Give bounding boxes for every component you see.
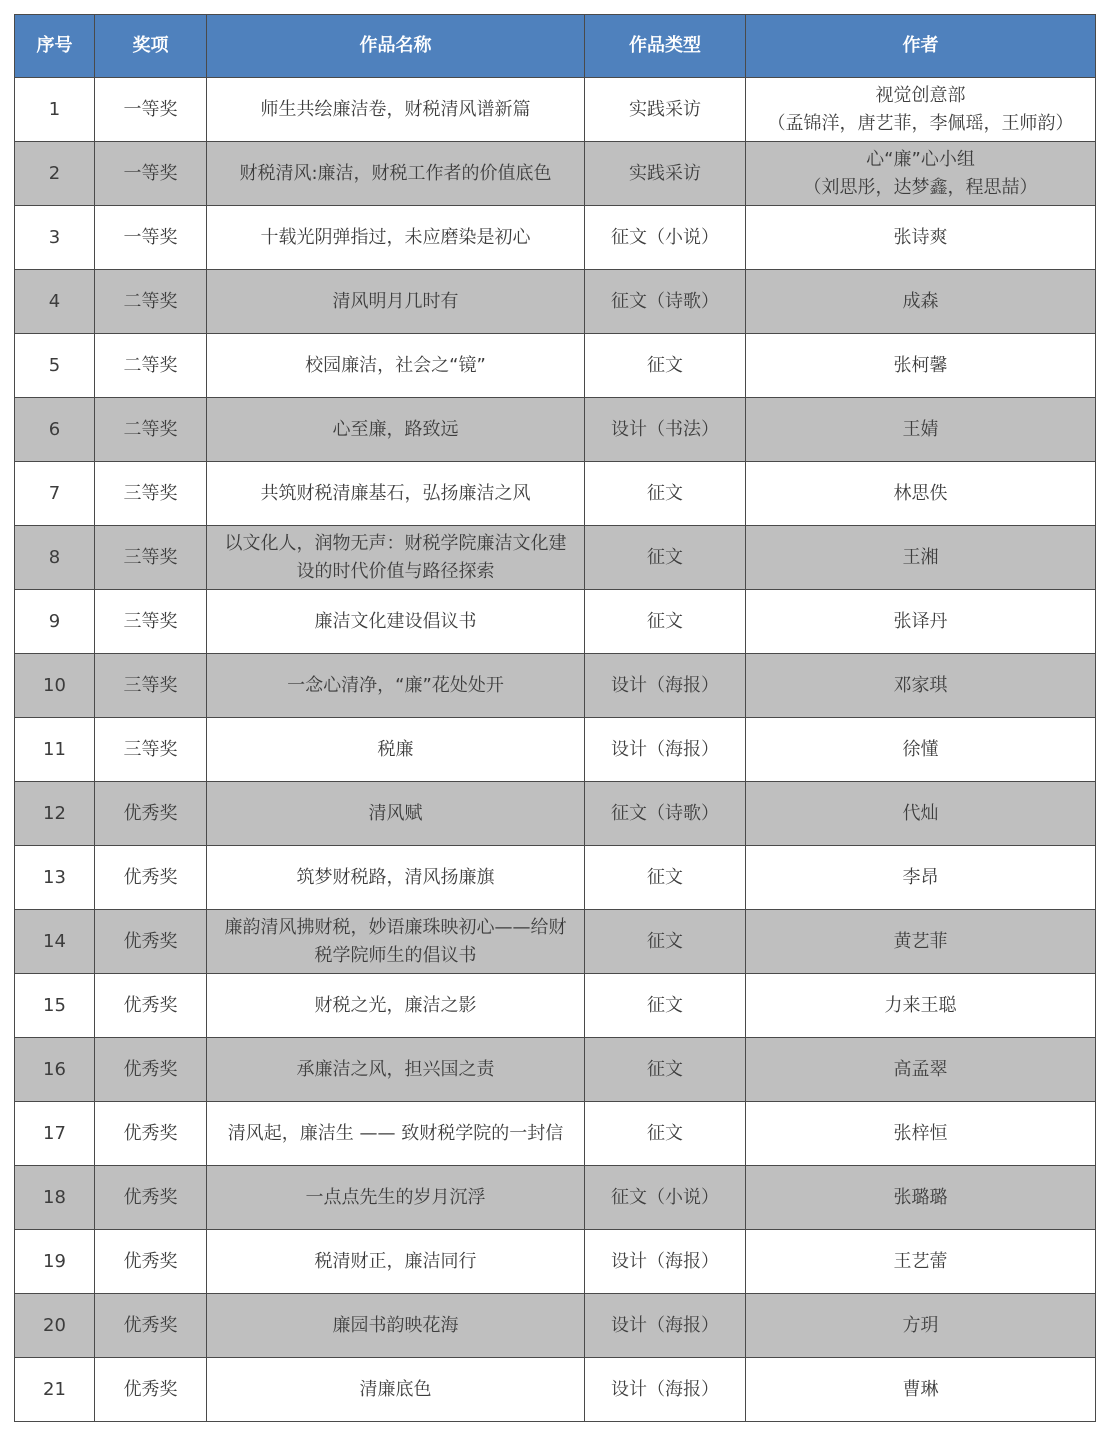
cell-author	[746, 1102, 1096, 1166]
cell-title-text: 廉韵清风拂财税，妙语廉珠映初心——给财	[224, 916, 567, 938]
table-row	[15, 334, 1096, 398]
cell-author	[746, 206, 1096, 270]
cell-award	[95, 142, 207, 206]
cell-award	[95, 462, 207, 526]
cell-title-text: 一念心清净，“廉”花处处开	[287, 674, 504, 696]
cell-title-text: 承廉洁之风，担兴国之责	[296, 1058, 495, 1080]
cell-title	[207, 718, 585, 782]
cell-author	[746, 1358, 1096, 1422]
table-row	[15, 1230, 1096, 1294]
awards-table	[14, 14, 1096, 1422]
cell-award-text: 优秀奖	[123, 866, 178, 888]
cell-award-text: 优秀奖	[123, 994, 178, 1016]
cell-type	[585, 654, 746, 718]
table-row	[15, 654, 1096, 718]
cell-award-text: 三等奖	[123, 738, 178, 760]
cell-type	[585, 334, 746, 398]
cell-type	[585, 1294, 746, 1358]
cell-author	[746, 1230, 1096, 1294]
cell-author-text: 力来王聪	[884, 994, 957, 1016]
cell-no-text: 12	[43, 802, 66, 824]
cell-title	[207, 1230, 585, 1294]
cell-award	[95, 590, 207, 654]
cell-no	[15, 718, 95, 782]
cell-no-text: 17	[43, 1122, 66, 1144]
cell-author	[746, 1294, 1096, 1358]
cell-type-text: 设计（海报）	[611, 738, 719, 760]
cell-award	[95, 782, 207, 846]
cell-no-text: 5	[48, 354, 61, 376]
table-header	[15, 15, 1096, 78]
cell-award	[95, 1038, 207, 1102]
cell-author	[746, 398, 1096, 462]
cell-type-text: 设计（海报）	[611, 674, 719, 696]
header-type: 作品类型	[585, 15, 746, 78]
cell-type-text: 征文	[647, 1122, 683, 1144]
cell-award-text: 一等奖	[123, 98, 178, 120]
cell-type-text: 征文	[647, 994, 683, 1016]
cell-author-text: 视觉创意部	[875, 84, 966, 106]
cell-author	[746, 590, 1096, 654]
cell-title	[207, 1038, 585, 1102]
cell-title	[207, 974, 585, 1038]
cell-title-text: 心至廉，路致远	[332, 418, 459, 440]
cell-award-text: 优秀奖	[123, 930, 178, 952]
cell-author-text: 成森	[902, 290, 939, 312]
cell-title-text: 一点点先生的岁月沉浮	[305, 1186, 486, 1208]
cell-no	[15, 590, 95, 654]
cell-title	[207, 462, 585, 526]
cell-author-text: 张诗爽	[893, 226, 948, 248]
table-row	[15, 206, 1096, 270]
cell-title	[207, 398, 585, 462]
cell-no	[15, 1294, 95, 1358]
cell-no	[15, 974, 95, 1038]
cell-award-text: 二等奖	[123, 354, 178, 376]
cell-type	[585, 718, 746, 782]
table-row	[15, 846, 1096, 910]
table-row	[15, 718, 1096, 782]
cell-award-text: 三等奖	[123, 482, 178, 504]
cell-no	[15, 334, 95, 398]
cell-title	[207, 590, 585, 654]
cell-type-text: 征文	[647, 866, 683, 888]
cell-no-text: 3	[48, 226, 61, 248]
cell-award	[95, 270, 207, 334]
cell-author	[746, 270, 1096, 334]
cell-author	[746, 782, 1096, 846]
cell-author	[746, 1038, 1096, 1102]
cell-award	[95, 206, 207, 270]
cell-award-text: 优秀奖	[123, 1250, 178, 1272]
cell-author-text: 林思佚	[893, 482, 948, 504]
cell-no	[15, 462, 95, 526]
cell-title	[207, 910, 585, 974]
cell-type	[585, 398, 746, 462]
cell-no	[15, 78, 95, 142]
cell-award	[95, 1230, 207, 1294]
cell-title	[207, 1358, 585, 1422]
cell-award	[95, 974, 207, 1038]
cell-type	[585, 1038, 746, 1102]
cell-author	[746, 910, 1096, 974]
cell-title-text: 税廉	[377, 738, 414, 760]
cell-type	[585, 78, 746, 142]
header-author: 作者	[746, 15, 1096, 78]
cell-title	[207, 782, 585, 846]
cell-no-text: 14	[43, 930, 66, 952]
cell-award-text: 一等奖	[123, 226, 178, 248]
cell-no-text: 6	[48, 418, 61, 440]
cell-award-text: 一等奖	[123, 162, 178, 184]
cell-title-text: 清风赋	[368, 802, 423, 824]
cell-title	[207, 1294, 585, 1358]
cell-award	[95, 718, 207, 782]
cell-no-text: 7	[48, 482, 61, 504]
header-title: 作品名称	[207, 15, 585, 78]
cell-award	[95, 398, 207, 462]
table-row	[15, 270, 1096, 334]
cell-author-text: 高孟翠	[893, 1058, 948, 1080]
cell-no	[15, 142, 95, 206]
table-row	[15, 590, 1096, 654]
cell-no	[15, 654, 95, 718]
cell-no-text: 2	[48, 162, 61, 184]
awards-table-container	[14, 14, 1095, 1422]
table-row	[15, 1102, 1096, 1166]
cell-no-text: 20	[43, 1314, 66, 1336]
cell-author-text: 心“廉”心小组	[866, 148, 975, 170]
cell-award-text: 优秀奖	[123, 1314, 178, 1336]
cell-title-text: 共筑财税清廉基石，弘扬廉洁之风	[260, 482, 531, 504]
cell-title	[207, 78, 585, 142]
cell-title-text: 廉洁文化建设倡议书	[314, 610, 477, 632]
cell-title	[207, 654, 585, 718]
cell-award-text: 三等奖	[123, 546, 178, 568]
cell-no-text: 13	[43, 866, 66, 888]
cell-no	[15, 1358, 95, 1422]
cell-award	[95, 78, 207, 142]
cell-no	[15, 526, 95, 590]
cell-no	[15, 1166, 95, 1230]
cell-title-text: 以文化人，润物无声：财税学院廉洁文化建	[224, 532, 567, 554]
cell-type	[585, 590, 746, 654]
cell-title-text: 校园廉洁，社会之“镜”	[305, 354, 486, 376]
cell-award-text: 优秀奖	[123, 802, 178, 824]
cell-author-text: （孟锦洋，唐艺菲，李佩瑶，王师韵）	[767, 112, 1074, 134]
cell-author-text: 张译丹	[893, 610, 948, 632]
cell-type-text: 征文	[647, 1058, 683, 1080]
cell-author	[746, 78, 1096, 142]
cell-type-text: 设计（海报）	[611, 1378, 719, 1400]
cell-type	[585, 270, 746, 334]
table-row	[15, 462, 1096, 526]
cell-title	[207, 206, 585, 270]
cell-author-text: 代灿	[902, 802, 939, 824]
cell-no	[15, 206, 95, 270]
cell-author	[746, 846, 1096, 910]
cell-title-text: 廉园书韵映花海	[332, 1314, 459, 1336]
cell-type-text: 征文	[647, 482, 683, 504]
cell-type-text: 实践采访	[629, 98, 701, 120]
cell-no-text: 21	[43, 1378, 66, 1400]
cell-award-text: 三等奖	[123, 610, 178, 632]
cell-title	[207, 526, 585, 590]
cell-no	[15, 1038, 95, 1102]
cell-title-text: 师生共绘廉洁卷，财税清风谱新篇	[260, 98, 531, 120]
cell-title-text: 十载光阴弹指过，未应磨染是初心	[260, 226, 531, 248]
table-row	[15, 1294, 1096, 1358]
cell-title-text: 清风起，廉洁生 —— 致财税学院的一封信	[227, 1122, 564, 1144]
header-no: 序号	[15, 15, 95, 78]
table-row	[15, 910, 1096, 974]
table-row	[15, 1166, 1096, 1230]
cell-author-text: 王湘	[902, 546, 939, 568]
cell-no	[15, 782, 95, 846]
cell-type	[585, 1102, 746, 1166]
cell-title-text: 财税清风:廉洁，财税工作者的价值底色	[239, 162, 552, 184]
cell-award	[95, 846, 207, 910]
cell-title-text: 税学院师生的倡议书	[314, 944, 477, 966]
cell-no	[15, 270, 95, 334]
cell-author	[746, 462, 1096, 526]
cell-title-text: 税清财正，廉洁同行	[314, 1250, 477, 1272]
cell-author-text: 王艺蕾	[893, 1250, 948, 1272]
cell-title	[207, 1166, 585, 1230]
cell-award	[95, 910, 207, 974]
cell-type-text: 设计（海报）	[611, 1250, 719, 1272]
cell-no	[15, 1230, 95, 1294]
cell-award	[95, 526, 207, 590]
cell-type	[585, 782, 746, 846]
cell-type-text: 征文（诗歌）	[611, 802, 719, 824]
table-body	[15, 78, 1096, 1422]
cell-type-text: 征文	[647, 930, 683, 952]
cell-title-text: 设的时代价值与路径探索	[296, 560, 495, 582]
cell-type	[585, 1166, 746, 1230]
cell-author-text: 邓家琪	[893, 674, 948, 696]
cell-title	[207, 1102, 585, 1166]
cell-author-text: 张柯馨	[893, 354, 948, 376]
cell-type-text: 征文（小说）	[611, 226, 719, 248]
cell-title-text: 财税之光，廉洁之影	[314, 994, 477, 1016]
cell-no-text: 16	[43, 1058, 66, 1080]
cell-no-text: 9	[48, 610, 61, 632]
table-row	[15, 526, 1096, 590]
cell-award	[95, 1102, 207, 1166]
cell-award-text: 三等奖	[123, 674, 178, 696]
table-row	[15, 1038, 1096, 1102]
cell-award-text: 优秀奖	[123, 1378, 178, 1400]
cell-award	[95, 1294, 207, 1358]
cell-no-text: 19	[43, 1250, 66, 1272]
cell-title	[207, 334, 585, 398]
cell-type-text: 设计（海报）	[611, 1314, 719, 1336]
cell-author-text: 王婧	[902, 418, 939, 440]
cell-author-text: 张璐璐	[893, 1186, 948, 1208]
cell-author	[746, 334, 1096, 398]
cell-author-text: （刘思彤，达梦鑫，程思喆）	[803, 176, 1038, 198]
cell-title	[207, 270, 585, 334]
cell-type-text: 设计（书法）	[611, 418, 719, 440]
header-award: 奖项	[95, 15, 207, 78]
cell-no-text: 15	[43, 994, 66, 1016]
cell-award-text: 二等奖	[123, 290, 178, 312]
cell-award	[95, 334, 207, 398]
cell-type	[585, 1230, 746, 1294]
cell-title	[207, 846, 585, 910]
cell-title	[207, 142, 585, 206]
cell-no	[15, 910, 95, 974]
cell-title-text: 清廉底色	[359, 1378, 432, 1400]
cell-author-text: 徐懂	[902, 738, 939, 760]
cell-type-text: 征文	[647, 354, 683, 376]
cell-no	[15, 846, 95, 910]
cell-no	[15, 398, 95, 462]
cell-no-text: 8	[48, 546, 61, 568]
cell-award-text: 优秀奖	[123, 1058, 178, 1080]
cell-award	[95, 654, 207, 718]
cell-type	[585, 462, 746, 526]
cell-author-text: 李昂	[902, 866, 939, 888]
cell-author-text: 曹琳	[902, 1378, 939, 1400]
cell-author	[746, 654, 1096, 718]
table-row	[15, 782, 1096, 846]
cell-author-text: 黄艺菲	[893, 930, 948, 952]
cell-type	[585, 142, 746, 206]
cell-award	[95, 1358, 207, 1422]
cell-no-text: 10	[43, 674, 66, 696]
cell-type	[585, 526, 746, 590]
cell-no-text: 1	[48, 98, 61, 120]
cell-author	[746, 718, 1096, 782]
cell-type	[585, 206, 746, 270]
cell-no-text: 11	[43, 738, 66, 760]
table-row	[15, 398, 1096, 462]
cell-award-text: 优秀奖	[123, 1186, 178, 1208]
cell-author	[746, 974, 1096, 1038]
cell-award	[95, 1166, 207, 1230]
cell-type	[585, 1358, 746, 1422]
cell-type	[585, 910, 746, 974]
cell-award-text: 优秀奖	[123, 1122, 178, 1144]
cell-author	[746, 1166, 1096, 1230]
cell-type-text: 征文（诗歌）	[611, 290, 719, 312]
cell-title-text: 清风明月几时有	[332, 290, 459, 312]
table-row	[15, 142, 1096, 206]
cell-award-text: 二等奖	[123, 418, 178, 440]
cell-no-text: 4	[48, 290, 61, 312]
cell-type-text: 征文	[647, 546, 683, 568]
table-row	[15, 974, 1096, 1038]
cell-title-text: 筑梦财税路，清风扬廉旗	[296, 866, 495, 888]
cell-type	[585, 974, 746, 1038]
cell-author	[746, 142, 1096, 206]
cell-author-text: 张梓恒	[893, 1122, 948, 1144]
cell-no	[15, 1102, 95, 1166]
cell-type-text: 征文	[647, 610, 683, 632]
table-row	[15, 78, 1096, 142]
cell-author-text: 方玥	[902, 1314, 939, 1336]
table-row	[15, 1358, 1096, 1422]
cell-type-text: 实践采访	[629, 162, 701, 184]
cell-author	[746, 526, 1096, 590]
cell-no-text: 18	[43, 1186, 66, 1208]
header-row	[15, 15, 1096, 78]
cell-type	[585, 846, 746, 910]
cell-type-text: 征文（小说）	[611, 1186, 719, 1208]
